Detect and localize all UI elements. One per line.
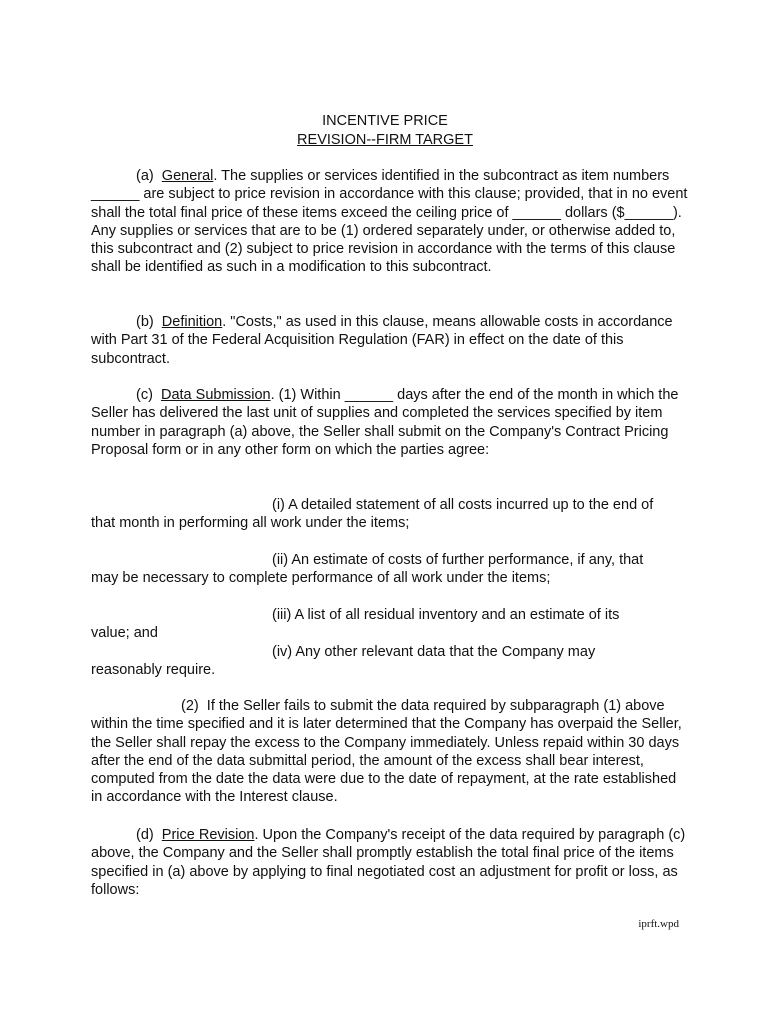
paragraph-c-2 <box>91 697 691 807</box>
item-ii: (ii) An estimate of costs of further performance, if any, that may be necessary to complete performance of all work under the items; <box>91 552 644 587</box>
title-line-1: INCENTIVE PRICE <box>322 113 448 129</box>
document-title <box>0 112 770 149</box>
item-i: (i) A detailed statement of all costs incurred up to the end of that month in performing all work under the items; <box>91 497 654 532</box>
paragraph-d-heading: Price Revision <box>161 827 255 843</box>
paragraph-c-2-label: (2) <box>181 698 199 714</box>
paragraph-a-heading: General <box>161 168 214 184</box>
title-line-2: REVISION--FIRM TARGET <box>297 131 473 148</box>
item-iii: (iii) A list of all residual inventory and an estimate of its value; and <box>91 607 620 642</box>
paragraph-b-label: (b) <box>136 314 154 330</box>
paragraph-b-text: . "Costs," as used in this clause, means allowable costs in accordance with Part 31 of the Federal Acquisition Regulation (FAR) in effect on the date of this subcontract. <box>91 314 673 367</box>
paragraph-c <box>91 386 691 459</box>
paragraph-a-label: (a) <box>136 168 154 184</box>
paragraph-b <box>91 313 691 368</box>
paragraph-b-heading: Definition <box>161 314 223 330</box>
paragraph-a-text: . The supplies or services identified in the subcontract as item numbers ______ are subject to price revision in accordance with this clause; provided, that in no event shall the total final price of these items exceed the ceiling price of ______ dollars ($______). Any supplies or services that are to be (1) ordered separately under, or otherwise added to, this subcontract and (2) subject to price revision in accordance with the terms of this clause shall be identified as such in a modification to this subcontract. <box>91 168 688 276</box>
paragraph-d <box>91 826 691 899</box>
paragraph-c-label: (c) <box>136 387 153 403</box>
footer-filename: iprft.wpd <box>638 918 679 930</box>
paragraph-c-heading: Data Submission <box>160 387 271 403</box>
paragraph-c-text: . (1) Within ______ days after the end of the month in which the Seller has delivered the last unit of supplies and completed the services specified by item number in paragraph (a) above, the Seller shall submit on the Company's Contract Pricing Proposal form or in any other form on which the parties agree: <box>91 387 679 458</box>
paragraph-d-label: (d) <box>136 827 154 843</box>
item-iv: (iv) Any other relevant data that the Company may reasonably require. <box>91 644 596 679</box>
paragraph-a <box>91 167 691 277</box>
paragraph-c-2-text: If the Seller fails to submit the data required by subparagraph (1) above within the time specified and it is later determined that the Company has overpaid the Seller, the Seller shall repay the excess to the Company immediately. Unless repaid within 30 days after the end of the data submittal period, the amount of the excess shall bear interest, computed from the date the data were due to the date of repayment, at the rate established in accordance with the Interest clause. <box>91 698 682 806</box>
paragraph-d-text: . Upon the Company's receipt of the data required by paragraph (c) above, the Company and the Seller shall promptly establish the total final price of the items specified in (a) above by applying to final negotiated cost an adjustment for profit or loss, as follows: <box>91 827 686 898</box>
